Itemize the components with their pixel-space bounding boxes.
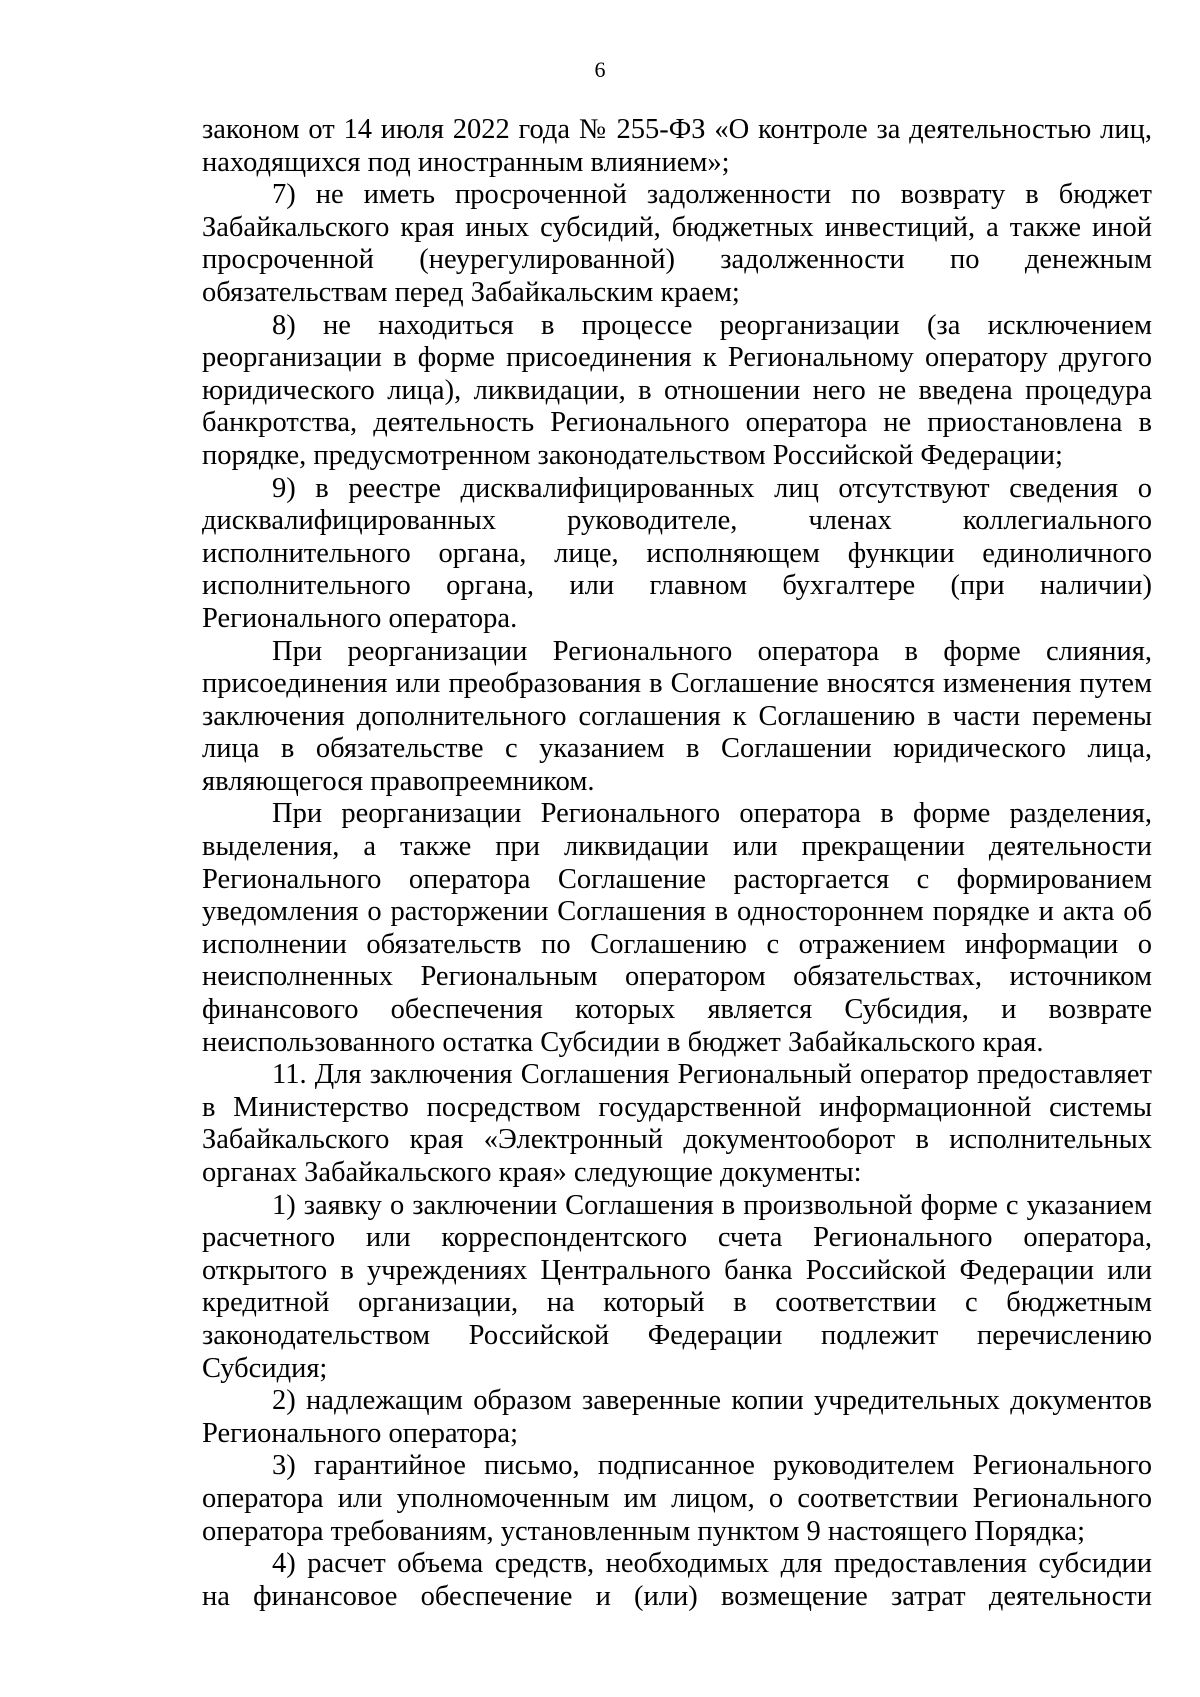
paragraph: 7) не иметь просроченной задолженности по возврату в бюджет Забайкальского края иных субсидий, бюджетных инвестиций, а также иной просроченной (неурегулированной) задолженности по денежным обязательствам перед Забайкальским краем; [202,179,1152,308]
paragraph: 1) заявку о заключении Соглашения в произвольной форме с указанием расчетного или корреспондентского счета Регионального оператора, открытого в учреждениях Центрального банка Российской Федерации или кредитной организации, на который в соответствии с бюджетным законодательством Российской Федерации подлежит перечислению Субсидия; [202,1189,1152,1384]
paragraph: 11. Для заключения Соглашения Региональный оператор предоставляет в Министерство посредством государственной информационной системы Забайкальского края «Электронный документооборот в исполнительных органах Забайкальского края» следующие документы: [202,1059,1152,1188]
paragraph: законом от 14 июля 2022 года № 255-ФЗ «О контроле за деятельностью лиц, находящихся под иностранным влиянием»; [202,114,1152,178]
paragraph: При реорганизации Регионального оператора в форме слияния, присоединения или преобразования в Соглашение вносятся изменения путем заключения дополнительного соглашения к Соглашению в части перемены лица в обязательстве с указанием в Соглашении юридического лица, являющегося правопреемником. [202,635,1152,797]
paragraph: При реорганизации Регионального оператора в форме разделения, выделения, а также при ликвидации или прекращении деятельности Регионального оператора Соглашение расторгается с формированием уведомления о расторжении Соглашения в одностороннем порядке и акта об исполнении обязательств по Соглашению с отражением информации о неисполненных Региональным оператором обязательствах, источником финансового обеспечения которых является Субсидия, и возврате неиспользованного остатка Субсидии в бюджет Забайкальского края. [202,798,1152,1058]
page-number: 6 [594,57,606,82]
document-body [202,114,1152,1613]
paragraph: 8) не находиться в процессе реорганизации (за исключением реорганизации в форме присоединения к Региональному оператору другого юридического лица), ликвидации, в отношении него не введена процедура банкротства, деятельность Регионального оператора не приостановлена в порядке, предусмотренном законодательством Российской Федерации; [202,309,1152,471]
paragraph: 3) гарантийное письмо, подписанное руководителем Регионального оператора или уполномоченным им лицом, о соответствии Регионального оператора требованиям, установленным пунктом 9 настоящего Порядка; [202,1450,1152,1547]
paragraph: 9) в реестре дисквалифицированных лиц отсутствуют сведения о дисквалифицированных руководителе, членах коллегиального исполнительного органа, лице, исполняющем функции единоличного исполнительного органа, или главном бухгалтере (при наличии) Регионального оператора. [202,472,1152,634]
paragraph: 2) надлежащим образом заверенные копии учредительных документов Регионального оператора; [202,1385,1152,1449]
paragraph: 4) расчет объема средств, необходимых для предоставления субсидии на финансовое обеспечение и (или) возмещение затрат деятельности [202,1548,1152,1612]
